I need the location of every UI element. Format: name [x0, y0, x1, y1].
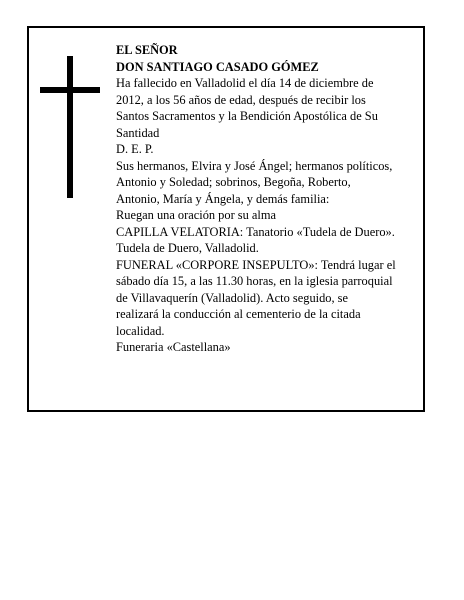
body-line: Tudela de Duero, Valladolid.: [116, 241, 259, 255]
cross-horizontal-bar: [40, 87, 100, 93]
body-line: realizará la conducción al cementerio de la citada: [116, 307, 361, 321]
body-line: Antonio y Soledad; sobrinos, Begoña, Roberto,: [116, 175, 351, 189]
heading-title: EL SEÑOR: [116, 43, 178, 57]
notice-text: [116, 42, 426, 356]
body-line: Ruegan una oración por su alma: [116, 208, 276, 222]
body-line: 2012, a los 56 años de edad, después de recibir los: [116, 92, 366, 107]
body-line: Santidad: [116, 125, 160, 140]
body-line: Ha fallecido en Valladolid el día 14 de diciembre de: [116, 76, 374, 90]
body-line: Santos Sacramentos y la Bendición Apostólica de Su: [116, 109, 378, 123]
cross-vertical-bar: [67, 56, 73, 198]
cross-icon: [40, 56, 100, 198]
body-line: de Villavaquerín (Valladolid). Acto seguido, se: [116, 290, 348, 305]
body-line: Antonio, María y Ángela, y demás familia:: [116, 191, 330, 206]
body-line: localidad.: [116, 323, 165, 338]
body-line: Sus hermanos, Elvira y José Ángel; hermanos políticos,: [116, 158, 393, 173]
wake-line: CAPILLA VELATORIA: Tanatorio «Tudela de Duero».: [116, 224, 395, 239]
funeral-line: FUNERAL «CORPORE INSEPULTO»: Tendrá lugar el: [116, 257, 396, 272]
rip-line: D. E. P.: [116, 142, 154, 156]
obituary-notice: [27, 26, 425, 412]
funeral-home-line: Funeraria «Castellana»: [116, 340, 231, 354]
heading-name: DON SANTIAGO CASADO GÓMEZ: [116, 59, 319, 74]
body-line: sábado día 15, a las 11.30 horas, en la iglesia parroquial: [116, 274, 393, 288]
